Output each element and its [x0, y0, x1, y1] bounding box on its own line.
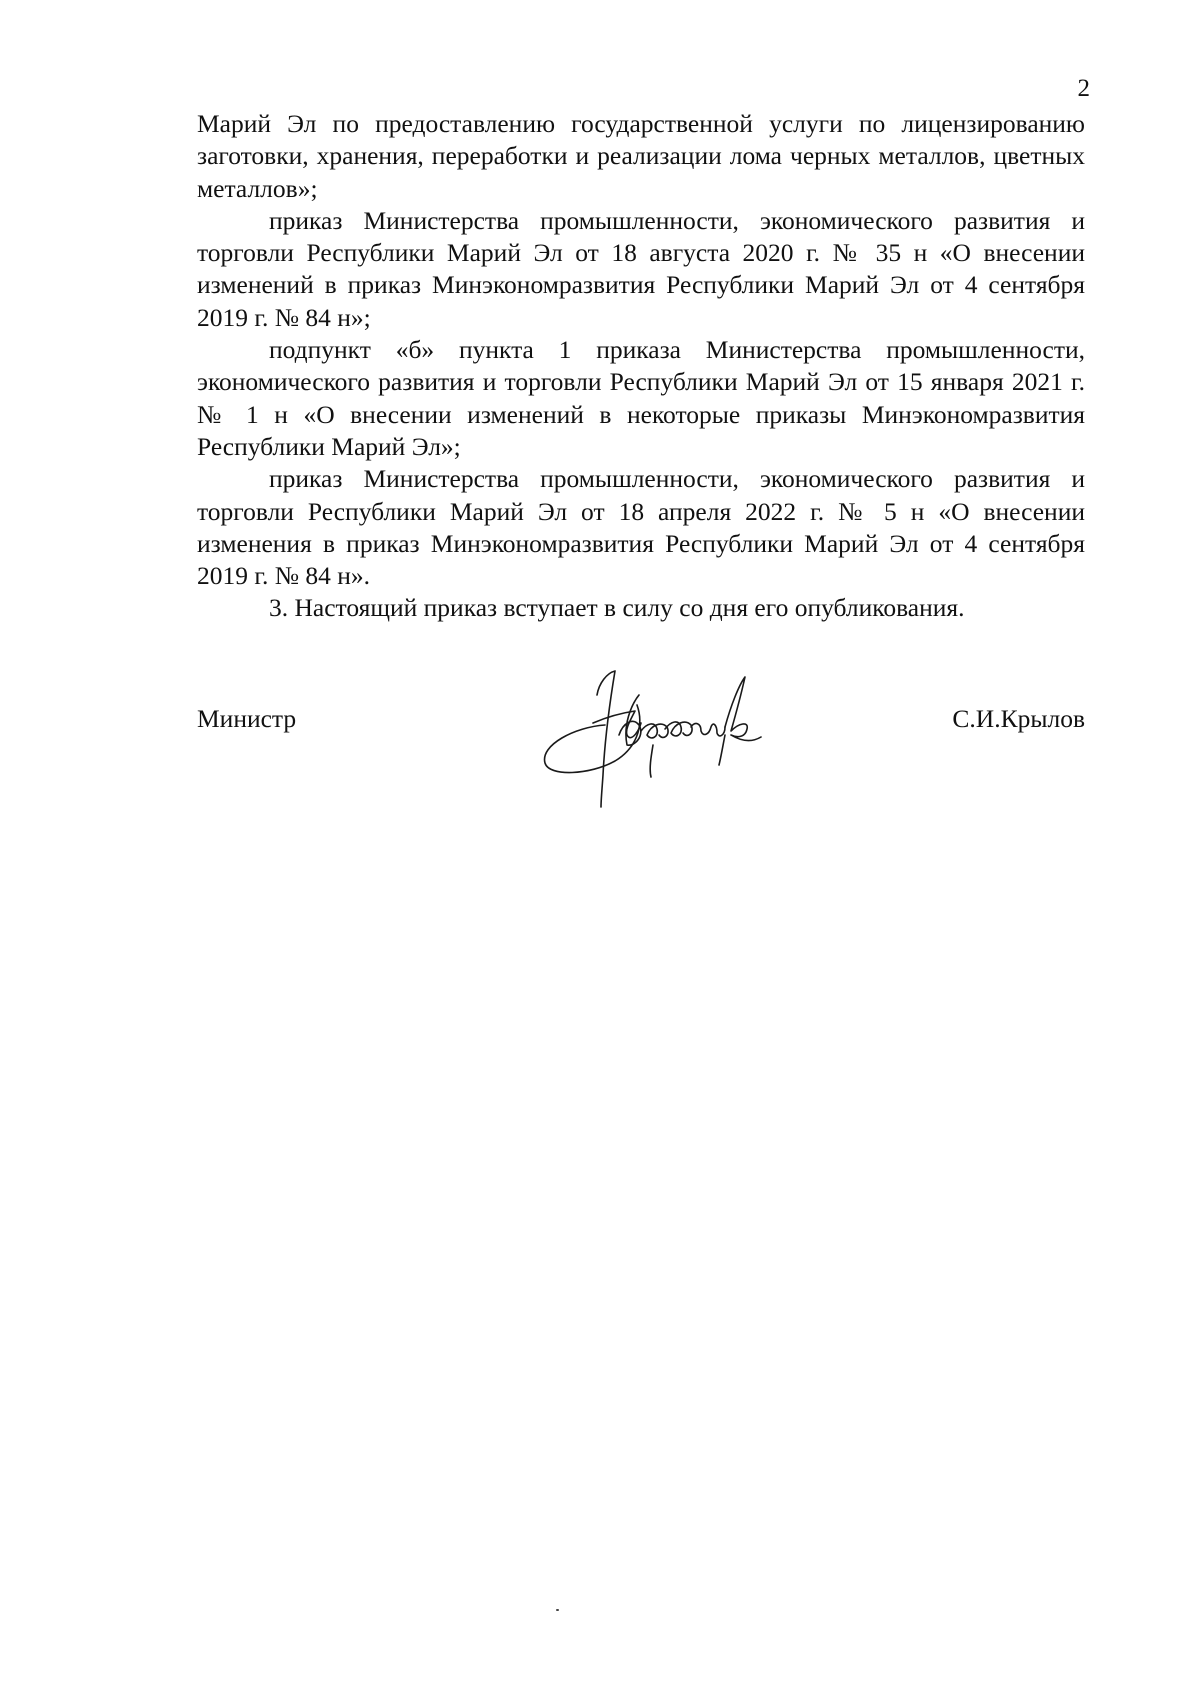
- signer-position: Министр: [197, 704, 297, 733]
- scan-speck: [556, 1609, 559, 1611]
- paragraph-order-2022: приказ Министерства промышленности, экономического развития и торговли Республики Марий Эл от 18 апреля 2022 г. № 5 н «О внесении изменения в приказ Минэкономразвития Республики Марий Эл от 4 сентября 2019 г. № 84 н».: [197, 464, 1085, 591]
- signer-name: С.И.Крылов: [952, 704, 1085, 733]
- document-body: [197, 108, 1085, 625]
- paragraph-subclause-2021: подпункт «б» пункта 1 приказа Министерства промышленности, экономического развития и торговли Республики Марий Эл от 15 января 2021 г. № 1 н «О внесении изменений в некоторые приказы Минэкономразвития Республики Марий Эл»;: [197, 335, 1085, 461]
- handwritten-signature: [535, 665, 800, 810]
- paragraph-order-2020: приказ Министерства промышленности, экономического развития и торговли Республики Марий Эл от 18 августа 2020 г. № 35 н «О внесении изменений в приказ Минэкономразвития Республики Марий Эл от 4 сентября 2019 г. № 84 н»;: [197, 205, 1085, 332]
- page-number: 2: [1077, 75, 1090, 102]
- paragraph-effective-date: 3. Настоящий приказ вступает в силу со дня его опубликования.: [269, 593, 965, 623]
- paragraph-continuation: Марий Эл по предоставлению государственной услуги по лицензированию заготовки, хранения, переработки и реализации лома черных металлов, цветных металлов»;: [197, 109, 1085, 203]
